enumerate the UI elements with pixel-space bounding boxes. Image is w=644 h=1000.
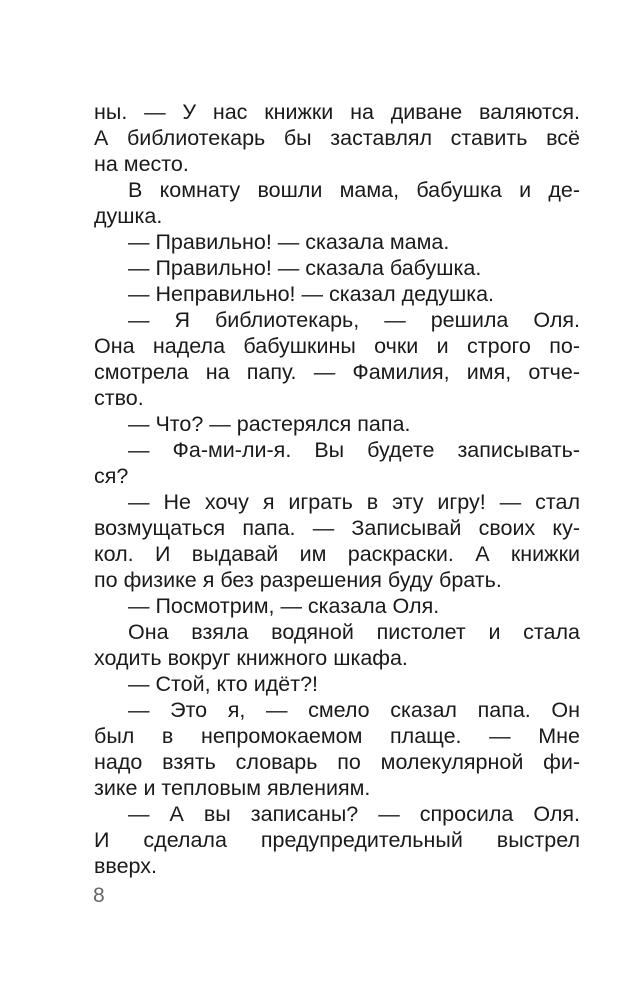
text-line: ство. <box>94 386 144 410</box>
text-line: — Правильно! — сказала мама. <box>128 230 450 254</box>
text-line: — Не хочу я играть в эту игру! — стал <box>128 490 580 514</box>
text-line: зике и тепловым явлениям. <box>94 776 371 800</box>
text-line: на место. <box>94 152 189 176</box>
text-line: ходить вокруг книжного шкафа. <box>94 646 408 670</box>
text-line: по физике я без разрешения буду брать. <box>94 568 502 592</box>
text-line: — А вы записаны? — спросила Оля. <box>128 802 580 826</box>
text-line: Она надела бабушкины очки и строго по- <box>94 334 580 358</box>
text-line: смотрела на папу. — Фамилия, имя, отче- <box>94 360 580 384</box>
text-line: — Посмотрим, — сказала Оля. <box>128 594 440 618</box>
text-line: ны. — У нас книжки на диване валяются. <box>94 100 580 124</box>
text-line: — Что? — растерялся папа. <box>128 412 411 436</box>
page-number: 8 <box>93 884 105 907</box>
body-text <box>94 99 580 879</box>
text-line: И сделала предупредительный выстрел <box>94 828 580 852</box>
text-line: — Неправильно! — сказал дедушка. <box>128 282 495 306</box>
text-line: А библиотекарь бы заставлял ставить всё <box>94 126 580 150</box>
text-line: — Стой, кто идёт?! <box>128 672 318 696</box>
text-line: кол. И выдавай им раскраски. А книжки <box>94 542 580 566</box>
text-line: вверх. <box>94 854 157 878</box>
text-line: — Правильно! — сказала бабушка. <box>128 256 482 280</box>
text-line: возмущаться папа. — Записывай своих ку- <box>94 516 580 540</box>
text-line: — Это я, — смело сказал папа. Он <box>128 698 580 722</box>
text-line: В комнату вошли мама, бабушка и де- <box>128 178 580 202</box>
text-line: душка. <box>94 204 163 228</box>
text-line: — Я библиотекарь, — решила Оля. <box>128 308 580 332</box>
text-line: был в непромокаемом плаще. — Мне <box>94 724 580 748</box>
text-line: ся? <box>94 464 129 488</box>
text-line: Она взяла водяной пистолет и стала <box>128 620 580 644</box>
text-line: — Фа-ми-ли-я. Вы будете записывать- <box>128 438 580 462</box>
text-line: надо взять словарь по молекулярной фи- <box>94 750 580 774</box>
